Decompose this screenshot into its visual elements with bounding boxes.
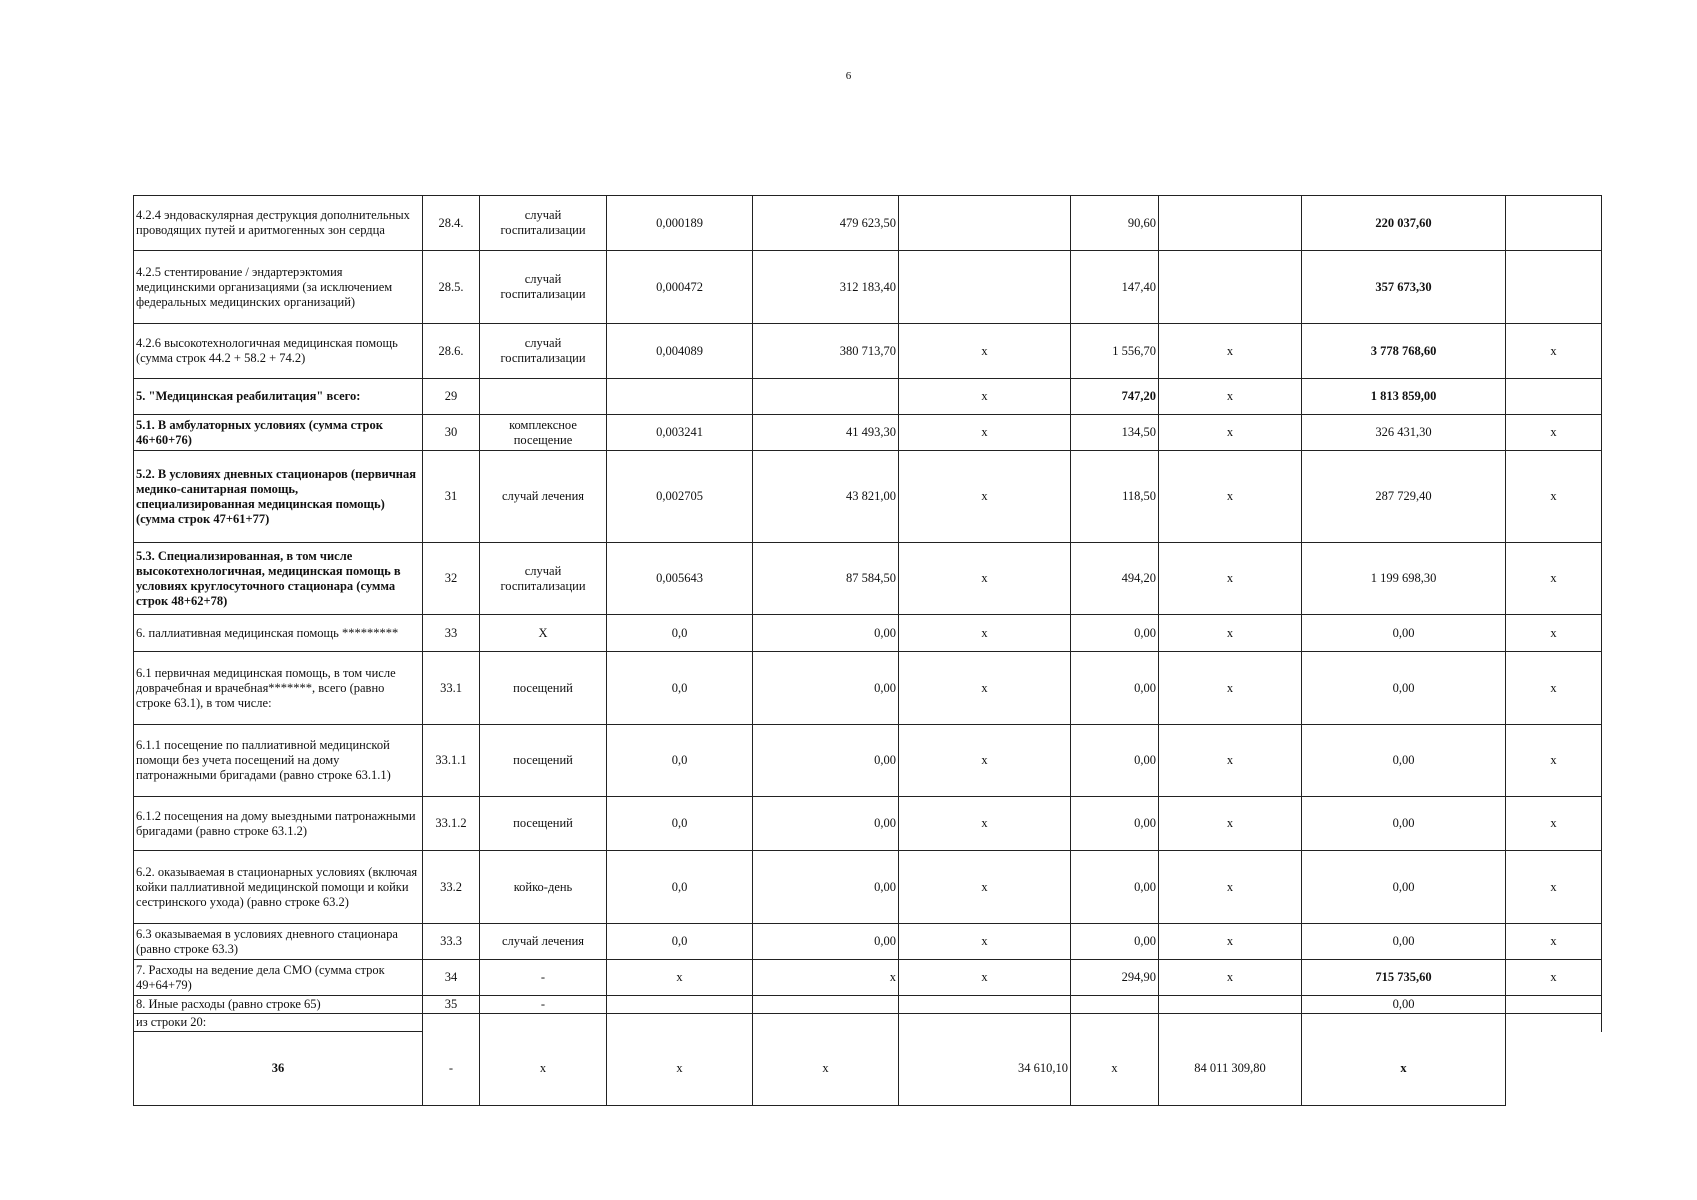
volume-norm-cell: х [480, 1032, 607, 1106]
oms-total-cell: 0,00 [1302, 615, 1506, 652]
cost-norm-cell: 380 713,70 [753, 324, 899, 379]
cost-norm-cell: х [753, 960, 899, 996]
oms-per-capita-cell: 0,00 [1071, 851, 1159, 924]
oms-per-capita-cell [1071, 1014, 1159, 1032]
table-row [134, 324, 1602, 379]
row-number-cell: 28.4. [423, 196, 480, 251]
share-cell [1506, 379, 1602, 415]
budget-total-cell: х [1071, 1032, 1159, 1106]
cost-norm-cell [753, 1014, 899, 1032]
oms-total-cell: 0,00 [1302, 924, 1506, 960]
row-name-cell: 4.2.6 высокотехнологичная медицинская помощь (сумма строк 44.2 + 58.2 + 74.2) [134, 324, 423, 379]
cost-norm-cell: 43 821,00 [753, 451, 899, 543]
budget-per-capita-cell: х [899, 924, 1071, 960]
oms-total-cell: 1 813 859,00 [1302, 379, 1506, 415]
budget-per-capita-cell: х [899, 415, 1071, 451]
share-cell: х [1506, 415, 1602, 451]
row-number-cell: 33.1 [423, 652, 480, 725]
oms-total-cell: 1 199 698,30 [1302, 543, 1506, 615]
oms-per-capita-cell [1071, 996, 1159, 1014]
unit-cell: случай лечения [480, 924, 607, 960]
volume-norm-cell: 0,0 [607, 725, 753, 797]
oms-per-capita-cell: 34 610,10 [899, 1032, 1071, 1106]
table-row [134, 1014, 1602, 1032]
share-cell [1506, 996, 1602, 1014]
unit-cell: посещений [480, 797, 607, 851]
unit-cell: случай госпитализации [480, 543, 607, 615]
share-cell [1506, 196, 1602, 251]
row-name-cell: 4.2.5 стентирование / эндартерэктомия медицинскими организациями (за исключением федеральных медицинских организаций) [134, 251, 423, 324]
share-cell: х [1506, 324, 1602, 379]
cost-norm-cell: 0,00 [753, 615, 899, 652]
row-number-cell: 36 [134, 1032, 423, 1106]
unit-cell: случай лечения [480, 451, 607, 543]
oms-total-cell: 220 037,60 [1302, 196, 1506, 251]
table-row [134, 451, 1602, 543]
budget-per-capita-cell: х [899, 615, 1071, 652]
table-row [134, 924, 1602, 960]
unit-cell: посещений [480, 725, 607, 797]
budget-per-capita-cell [899, 1014, 1071, 1032]
cost-norm-cell: 0,00 [753, 725, 899, 797]
volume-norm-cell: 0,0 [607, 615, 753, 652]
budget-per-capita-cell: х [899, 797, 1071, 851]
oms-per-capita-cell: 294,90 [1071, 960, 1159, 996]
oms-total-cell: 357 673,30 [1302, 251, 1506, 324]
budget-per-capita-cell: х [899, 725, 1071, 797]
oms-per-capita-cell: 118,50 [1071, 451, 1159, 543]
budget-total-cell: х [1159, 615, 1302, 652]
row-name-cell: 6.2. оказываемая в стационарных условиях (включая койки паллиативной медицинской помощи и койки сестринского ухода) (равно строке 63.2) [134, 851, 423, 924]
volume-norm-cell: х [607, 960, 753, 996]
unit-cell: комплексное посещение [480, 415, 607, 451]
share-cell: х [1506, 652, 1602, 725]
share-cell: х [1506, 543, 1602, 615]
row-number-cell: 32 [423, 543, 480, 615]
budget-total-cell: х [1159, 415, 1302, 451]
volume-norm-cell [607, 379, 753, 415]
oms-total-cell: 326 431,30 [1302, 415, 1506, 451]
row-name-cell: 5.2. В условиях дневных стационаров (первичная медико-санитарная помощь, специализированная медицинская помощь) (сумма строк 47+61+77) [134, 451, 423, 543]
budget-per-capita-cell [899, 196, 1071, 251]
cost-norm-cell: 0,00 [753, 924, 899, 960]
oms-total-cell: 84 011 309,80 [1159, 1032, 1302, 1106]
oms-total-cell: 287 729,40 [1302, 451, 1506, 543]
volume-norm-cell [607, 996, 753, 1014]
oms-total-cell: 0,00 [1302, 851, 1506, 924]
share-cell: х [1506, 797, 1602, 851]
row-name-cell: из строки 20: [134, 1014, 423, 1032]
row-number-cell: 33.2 [423, 851, 480, 924]
unit-cell: койко-день [480, 851, 607, 924]
table-row [134, 1032, 1602, 1106]
row-number-cell: 33.1.1 [423, 725, 480, 797]
share-cell: х [1302, 1032, 1506, 1106]
share-cell: х [1506, 725, 1602, 797]
share-cell: х [1506, 615, 1602, 652]
oms-total-cell: 0,00 [1302, 725, 1506, 797]
table-row [134, 196, 1602, 251]
row-number-cell: 33.3 [423, 924, 480, 960]
budget-per-capita-cell: х [899, 851, 1071, 924]
share-cell: х [1506, 924, 1602, 960]
budget-total-cell [1159, 996, 1302, 1014]
oms-per-capita-cell: 747,20 [1071, 379, 1159, 415]
volume-norm-cell: 0,0 [607, 797, 753, 851]
table-row [134, 251, 1602, 324]
unit-cell: случай госпитализации [480, 251, 607, 324]
unit-cell: Х [480, 615, 607, 652]
row-name-cell: 6.3 оказываемая в условиях дневного стационара (равно строке 63.3) [134, 924, 423, 960]
volume-norm-cell: 0,0 [607, 851, 753, 924]
table-row [134, 725, 1602, 797]
row-name-cell: 7. Расходы на ведение дела СМО (сумма строк 49+64+79) [134, 960, 423, 996]
budget-per-capita-cell: х [899, 324, 1071, 379]
row-number-cell: 31 [423, 451, 480, 543]
row-number-cell: 30 [423, 415, 480, 451]
row-number-cell: 35 [423, 996, 480, 1014]
table-row [134, 543, 1602, 615]
oms-total-cell: 0,00 [1302, 652, 1506, 725]
row-number-cell [423, 1014, 480, 1032]
cost-norm-cell: 0,00 [753, 652, 899, 725]
oms-per-capita-cell: 494,20 [1071, 543, 1159, 615]
oms-per-capita-cell: 1 556,70 [1071, 324, 1159, 379]
row-number-cell: 28.6. [423, 324, 480, 379]
budget-per-capita-cell: х [899, 960, 1071, 996]
row-number-cell: 29 [423, 379, 480, 415]
cost-norm-cell: 312 183,40 [753, 251, 899, 324]
volume-norm-cell: 0,0 [607, 924, 753, 960]
budget-total-cell: х [1159, 851, 1302, 924]
unit-cell: - [480, 960, 607, 996]
volume-norm-cell: 0,003241 [607, 415, 753, 451]
budget-total-cell: х [1159, 924, 1302, 960]
unit-cell: - [423, 1032, 480, 1106]
row-number-cell: 33 [423, 615, 480, 652]
unit-cell [480, 1014, 607, 1032]
row-name-cell: 8. Иные расходы (равно строке 65) [134, 996, 423, 1014]
cost-norm-cell [753, 379, 899, 415]
unit-cell: - [480, 996, 607, 1014]
cost-norm-cell: х [607, 1032, 753, 1106]
oms-per-capita-cell: 90,60 [1071, 196, 1159, 251]
share-cell: х [1506, 960, 1602, 996]
cost-norm-cell: 0,00 [753, 797, 899, 851]
row-name-cell: 6.1 первичная медицинская помощь, в том числе доврачебная и врачебная*******, всего (равно строке 63.1), в том числе: [134, 652, 423, 725]
budget-total-cell [1159, 196, 1302, 251]
volume-norm-cell: 0,0 [607, 652, 753, 725]
oms-total-cell: 0,00 [1302, 996, 1506, 1014]
oms-total-cell: 0,00 [1302, 797, 1506, 851]
table-row [134, 960, 1602, 996]
budget-total-cell: х [1159, 451, 1302, 543]
row-name-cell: 5.1. В амбулаторных условиях (сумма строк 46+60+76) [134, 415, 423, 451]
budget-total-cell [1159, 1014, 1302, 1032]
row-number-cell: 33.1.2 [423, 797, 480, 851]
table-row [134, 379, 1602, 415]
budget-total-cell: х [1159, 324, 1302, 379]
table-row [134, 797, 1602, 851]
volume-norm-cell: 0,002705 [607, 451, 753, 543]
cost-norm-cell [753, 996, 899, 1014]
page-number: 6 [845, 70, 852, 82]
budget-per-capita-cell [899, 251, 1071, 324]
table-row [134, 851, 1602, 924]
budget-total-cell: х [1159, 543, 1302, 615]
volume-norm-cell: 0,004089 [607, 324, 753, 379]
financing-table [133, 195, 1602, 1106]
volume-norm-cell [607, 1014, 753, 1032]
share-cell: х [1506, 451, 1602, 543]
table-row [134, 652, 1602, 725]
volume-norm-cell: 0,000189 [607, 196, 753, 251]
oms-per-capita-cell: 0,00 [1071, 797, 1159, 851]
row-name-cell: 6. паллиативная медицинская помощь ********* [134, 615, 423, 652]
budget-total-cell: х [1159, 725, 1302, 797]
oms-per-capita-cell: 0,00 [1071, 725, 1159, 797]
row-name-cell: 4.2.4 эндоваскулярная деструкция дополнительных проводящих путей и аритмогенных зон сердца [134, 196, 423, 251]
cost-norm-cell: 479 623,50 [753, 196, 899, 251]
oms-total-cell: 3 778 768,60 [1302, 324, 1506, 379]
budget-per-capita-cell: х [753, 1032, 899, 1106]
oms-per-capita-cell: 0,00 [1071, 652, 1159, 725]
budget-per-capita-cell: х [899, 379, 1071, 415]
budget-total-cell [1159, 251, 1302, 324]
cost-norm-cell: 0,00 [753, 851, 899, 924]
budget-per-capita-cell [899, 996, 1071, 1014]
table-row [134, 996, 1602, 1014]
row-name-cell: 5. "Медицинская реабилитация" всего: [134, 379, 423, 415]
budget-per-capita-cell: х [899, 543, 1071, 615]
budget-per-capita-cell: х [899, 451, 1071, 543]
share-cell [1506, 251, 1602, 324]
oms-per-capita-cell: 147,40 [1071, 251, 1159, 324]
table-body [134, 196, 1602, 1106]
budget-per-capita-cell: х [899, 652, 1071, 725]
oms-per-capita-cell: 134,50 [1071, 415, 1159, 451]
budget-total-cell: х [1159, 379, 1302, 415]
row-name-cell: 6.1.1 посещение по паллиативной медицинской помощи без учета посещений на дому патронажными бригадами (равно строке 63.1.1) [134, 725, 423, 797]
budget-total-cell: х [1159, 652, 1302, 725]
oms-per-capita-cell: 0,00 [1071, 615, 1159, 652]
unit-cell: посещений [480, 652, 607, 725]
volume-norm-cell: 0,000472 [607, 251, 753, 324]
oms-total-cell: 715 735,60 [1302, 960, 1506, 996]
unit-cell [480, 379, 607, 415]
row-name-cell: 6.1.2 посещения на дому выездными патронажными бригадами (равно строке 63.1.2) [134, 797, 423, 851]
cost-norm-cell: 41 493,30 [753, 415, 899, 451]
cost-norm-cell: 87 584,50 [753, 543, 899, 615]
unit-cell: случай госпитализации [480, 324, 607, 379]
share-cell: х [1506, 851, 1602, 924]
table-row [134, 415, 1602, 451]
table-row [134, 615, 1602, 652]
volume-norm-cell: 0,005643 [607, 543, 753, 615]
unit-cell: случай госпитализации [480, 196, 607, 251]
row-name-cell: 5.3. Специализированная, в том числе высокотехнологичная, медицинская помощь в условиях круглосуточного стационара (сумма строк 48+62+78) [134, 543, 423, 615]
budget-total-cell: х [1159, 960, 1302, 996]
budget-total-cell: х [1159, 797, 1302, 851]
row-number-cell: 28.5. [423, 251, 480, 324]
oms-total-cell [1302, 1014, 1506, 1032]
oms-per-capita-cell: 0,00 [1071, 924, 1159, 960]
row-number-cell: 34 [423, 960, 480, 996]
share-cell [1506, 1014, 1602, 1032]
